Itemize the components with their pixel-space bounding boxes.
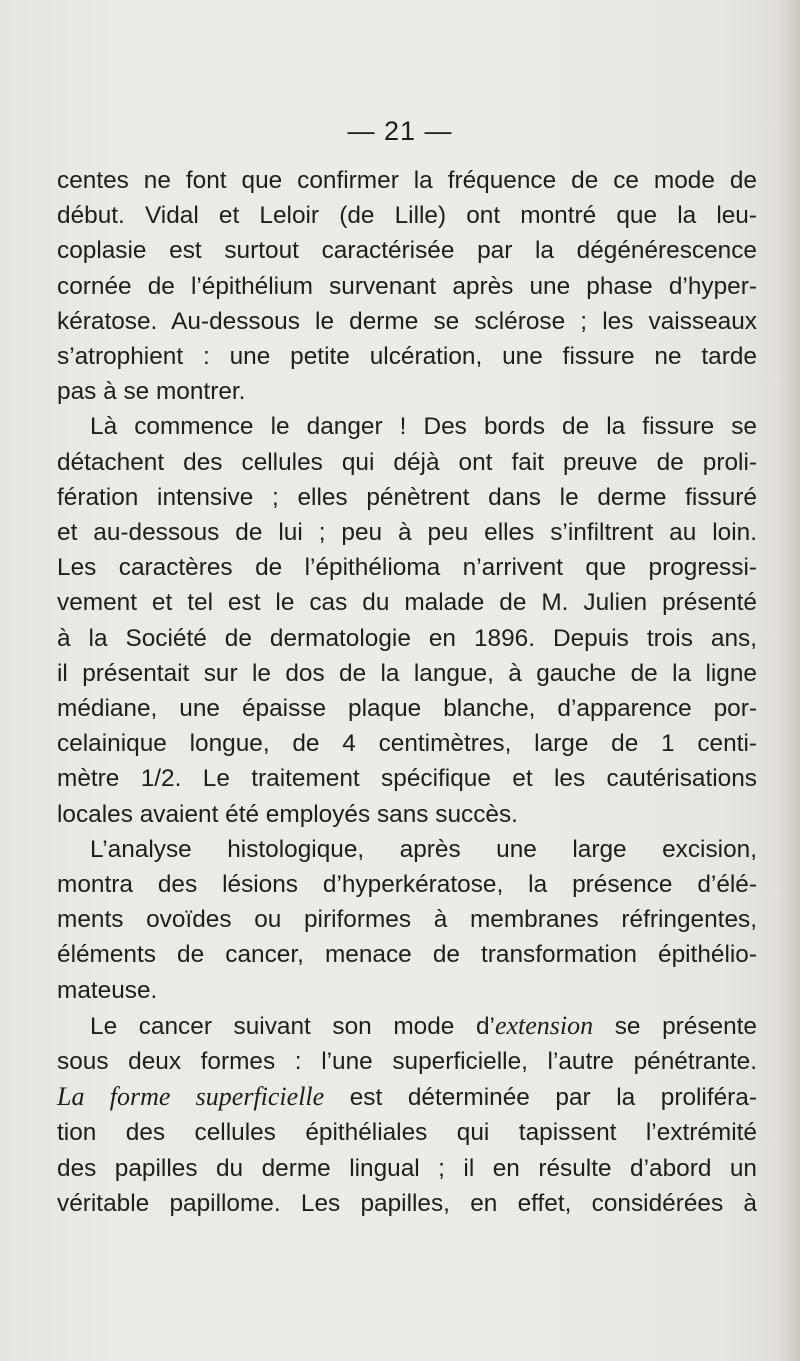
text-run: Le cancer suivant son mode d’ <box>90 1012 495 1040</box>
text-line: fération intensive ; elles pénètrent dans le derme fissuré <box>57 483 757 511</box>
page-number: — 21 — <box>347 116 453 146</box>
text-line: locales avaient été employés sans succès. <box>57 800 518 828</box>
text-line: éléments de cancer, menace de transformation épithélio- <box>57 941 757 969</box>
text-line: s’atrophient : une petite ulcération, une fissure ne tarde <box>57 343 757 371</box>
text-line: et au-dessous de lui ; peu à peu elles s’infiltrent au loin. <box>57 519 757 547</box>
text-line: centes ne font que confirmer la fréquence de ce mode de <box>57 167 757 194</box>
italic-term: extension <box>494 1010 594 1040</box>
text-line: tion des cellules épithéliales qui tapissent l’extrémité <box>57 1119 757 1147</box>
page-edge-shadow <box>778 0 800 1361</box>
text-run: est déterminée par la proliféra- <box>324 1084 757 1112</box>
text-line: pas à se montrer. <box>57 378 246 406</box>
text-line: médiane, une épaisse plaque blanche, d’apparence por- <box>57 695 757 723</box>
text-line: ments ovoïdes ou piriformes à membranes réfringentes, <box>57 906 757 934</box>
text-line: véritable papillome. Les papilles, en effet, considérées à <box>57 1189 757 1217</box>
paragraph-start-line: Là commence le danger ! Des bords de la fissure se <box>90 413 757 441</box>
text-line: coplasie est surtout caractérisée par la dégénérescence <box>57 237 757 265</box>
text-line: il présentait sur le dos de la langue, à gauche de la ligne <box>57 659 757 687</box>
text-line: celainique longue, de 4 centimètres, large de 1 centi- <box>57 730 757 758</box>
text-line: début. Vidal et Leloir (de Lille) ont montré que la leu- <box>57 202 757 230</box>
text-line: à la Société de dermatologie en 1896. Depuis trois ans, <box>57 624 757 652</box>
paragraph-start-line <box>57 1008 757 1044</box>
text-line: des papilles du derme lingual ; il en résulte d’abord un <box>57 1154 757 1182</box>
text-line: Les caractères de l’épithélioma n’arrivent que progressi- <box>57 554 757 582</box>
text-line: détachent des cellules qui déjà ont fait preuve de proli- <box>57 448 757 476</box>
text-line: kératose. Au-dessous le derme se sclérose ; les vaisseaux <box>57 307 757 335</box>
italic-term: La forme superficielle <box>57 1082 325 1112</box>
text-line: vement et tel est le cas du malade de M. Julien présenté <box>57 589 757 617</box>
text-line: mètre 1/2. Le traitement spécifique et les cautérisations <box>57 765 757 793</box>
text-run: se présente <box>593 1012 757 1040</box>
body-text <box>57 163 757 1221</box>
text-line: montra des lésions d’hyperkératose, la présence d’élé- <box>57 871 757 899</box>
text-line: sous deux formes : l’une superficielle, l’autre pénétrante. <box>57 1048 757 1076</box>
text-line: cornée de l’épithélium survenant après une phase d’hyper- <box>57 272 757 300</box>
text-line: mateuse. <box>57 976 158 1004</box>
text-line <box>57 1079 757 1115</box>
paragraph-start-line: L’analyse histologique, après une large excision, <box>90 835 757 863</box>
